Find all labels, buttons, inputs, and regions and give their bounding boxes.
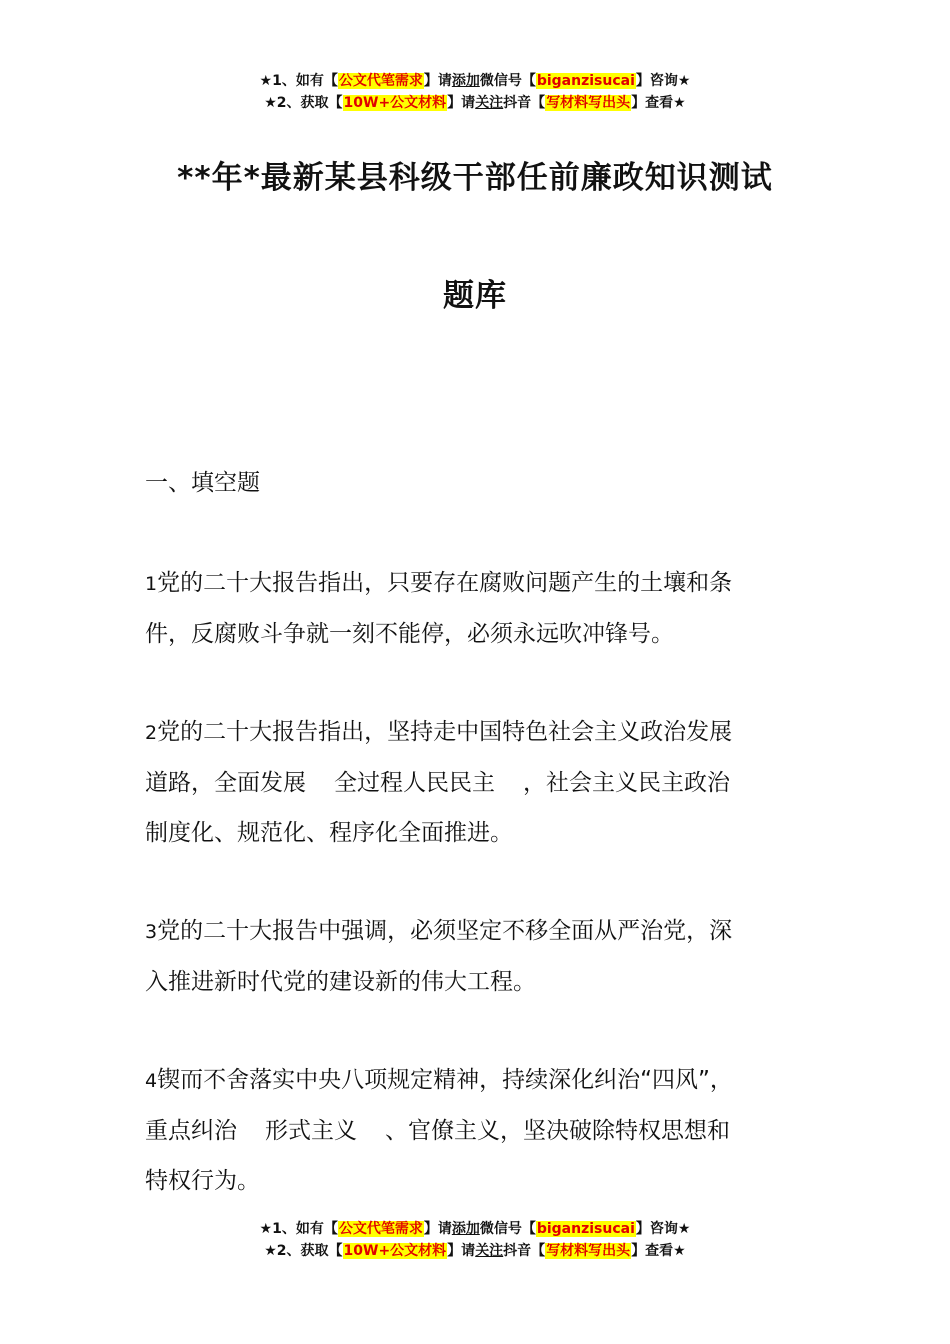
promo-text: 】查看★: [631, 95, 686, 111]
promo-highlight: 公文代笔需求: [338, 73, 423, 89]
promo-text: 抖音【: [503, 1243, 546, 1259]
question-number: 4: [145, 1070, 158, 1092]
document-title-line-2: 题库: [443, 278, 507, 314]
promo-wechat-id: biganzisucai: [536, 1221, 635, 1237]
question-4: [145, 1055, 825, 1206]
promo-text: 】请: [447, 95, 476, 111]
promo-line-1: [0, 1218, 950, 1240]
question-1: [145, 558, 825, 659]
promo-text: 】请: [423, 73, 452, 89]
section-heading: 一、填空题: [145, 470, 260, 496]
question-text: 特权行为。: [145, 1168, 260, 1194]
question-text: 件，反腐败斗争就一刻不能停，必须永远吹冲锋号。: [145, 621, 674, 647]
promo-underline: 添加: [451, 73, 480, 89]
question-number: 2: [145, 722, 158, 744]
promo-text: 】咨询★: [635, 1221, 691, 1237]
question-text: 锲而不舍落实中央八项规定精神，持续深化纠治“四风”，: [157, 1067, 733, 1093]
promo-text: 】请: [447, 1243, 476, 1259]
promo-highlight: 10W+公文材料: [343, 95, 447, 111]
promo-text: ★1、如有【: [259, 1221, 338, 1237]
promo-text: ★2、获取【: [264, 95, 343, 111]
promo-text: 】咨询★: [635, 73, 691, 89]
promo-text: ★2、获取【: [264, 1243, 343, 1259]
promo-underline: 关注: [475, 95, 504, 111]
promo-text: 微信号【: [479, 1221, 536, 1237]
question-text: 重点纠治: [145, 1118, 237, 1144]
question-text: 党的二十大报告指出，坚持走中国特色社会主义政治发展: [157, 719, 733, 745]
promo-text: 】请: [423, 1221, 452, 1237]
promo-banner-top: [0, 70, 950, 114]
question-text: 党的二十大报告指出，只要存在腐败问题产生的土壤和条: [157, 570, 733, 596]
promo-highlight: 公文代笔需求: [338, 1221, 423, 1237]
promo-line-2: [0, 1240, 950, 1262]
answer-blank: 全过程人民民主: [334, 770, 495, 796]
promo-underline: 添加: [451, 1221, 480, 1237]
question-2: [145, 707, 825, 858]
question-text: 入推进新时代党的建设新的伟大工程。: [145, 969, 536, 995]
promo-highlight: 10W+公文材料: [343, 1243, 447, 1259]
promo-douyin-id: 写材料写出头: [546, 95, 631, 111]
promo-text: 微信号【: [479, 73, 536, 89]
answer-blank: 形式主义: [265, 1118, 357, 1144]
promo-douyin-id: 写材料写出头: [546, 1243, 631, 1259]
question-text: 制度化、规范化、程序化全面推进。: [145, 820, 513, 846]
promo-text: 】查看★: [631, 1243, 686, 1259]
promo-wechat-id: biganzisucai: [536, 73, 635, 89]
question-3: [145, 906, 825, 1007]
question-text: 、官僚主义，坚决破除特权思想和: [385, 1118, 730, 1144]
question-text: ，社会主义民主政治: [523, 770, 730, 796]
promo-banner-bottom: [0, 1218, 950, 1262]
promo-text: 抖音【: [503, 95, 546, 111]
promo-line-1: [0, 70, 950, 92]
promo-text: ★1、如有【: [259, 73, 338, 89]
question-text: 党的二十大报告中强调，必须坚定不移全面从严治党，深: [157, 918, 733, 944]
promo-underline: 关注: [475, 1243, 504, 1259]
question-number: 1: [145, 573, 158, 595]
document-title-line-1: **年*最新某县科级干部任前廉政知识测试: [177, 160, 773, 196]
promo-line-2: [0, 92, 950, 114]
question-text: 道路，全面发展: [145, 770, 306, 796]
question-number: 3: [145, 921, 158, 943]
